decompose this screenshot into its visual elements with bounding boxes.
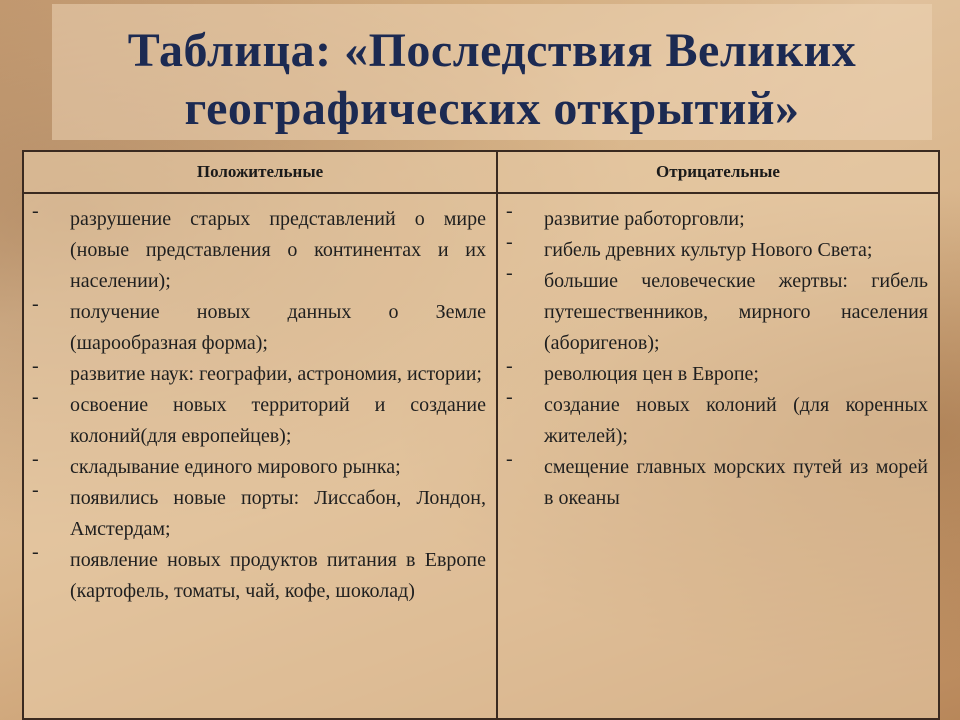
list-item: [28, 479, 486, 545]
bullet-dash: -: [506, 386, 513, 408]
slide-title: Таблица: «Последствия Великих географических открытий»: [127, 24, 857, 135]
bullet-dash: -: [506, 448, 513, 470]
negative-list: [502, 200, 928, 514]
list-item: [28, 293, 486, 359]
list-item: [502, 231, 928, 266]
list-item-text: получение новых данных о Земле (шарообразная форма);: [70, 301, 486, 354]
positive-list: [28, 200, 486, 607]
positive-column-header: Положительные: [23, 151, 497, 193]
list-item-text: смещение главных морских путей из морей в океаны: [544, 456, 928, 509]
consequences-table: [22, 150, 940, 720]
positive-cell: [23, 193, 497, 719]
list-item-text: разрушение старых представлений о мире (новые представления о континентах и их населении);: [70, 208, 486, 292]
list-item: [28, 355, 486, 390]
list-item: [28, 541, 486, 607]
list-item-text: создание новых колоний (для коренных жителей);: [544, 394, 928, 447]
bullet-dash: -: [32, 479, 39, 501]
list-item: [28, 448, 486, 483]
table-header-row: [23, 151, 939, 193]
bullet-dash: -: [32, 386, 39, 408]
list-item-text: развитие работорговли;: [544, 208, 745, 230]
list-item-text: появление новых продуктов питания в Европе (картофель, томаты, чай, кофе, шоколад): [70, 549, 486, 602]
list-item-text: революция цен в Европе;: [544, 363, 759, 385]
list-item-text: складывание единого мирового рынка;: [70, 456, 401, 478]
negative-cell: [497, 193, 939, 719]
list-item-text: появились новые порты: Лиссабон, Лондон, Амстердам;: [70, 487, 486, 540]
list-item-text: гибель древних культур Нового Света;: [544, 239, 873, 261]
consequences-table-container: [22, 150, 938, 720]
list-item: [502, 355, 928, 390]
bullet-dash: -: [32, 200, 39, 222]
bullet-dash: -: [506, 231, 513, 253]
list-item: [502, 448, 928, 514]
list-item-text: большие человеческие жертвы: гибель путешественников, мирного населения (аборигенов);: [544, 270, 928, 354]
bullet-dash: -: [506, 355, 513, 377]
list-item-text: освоение новых территорий и создание колоний(для европейцев);: [70, 394, 486, 447]
list-item-text: развитие наук: географии, астрономия, истории;: [70, 363, 482, 385]
list-item: [28, 200, 486, 297]
list-item: [502, 386, 928, 452]
list-item: [502, 262, 928, 359]
bullet-dash: -: [32, 541, 39, 563]
bullet-dash: -: [32, 293, 39, 315]
list-item: [502, 200, 928, 235]
bullet-dash: -: [32, 448, 39, 470]
list-item: [28, 386, 486, 452]
table-body-row: [23, 193, 939, 719]
bullet-dash: -: [506, 262, 513, 284]
bullet-dash: -: [506, 200, 513, 222]
negative-column-header: Отрицательные: [497, 151, 939, 193]
bullet-dash: -: [32, 355, 39, 377]
